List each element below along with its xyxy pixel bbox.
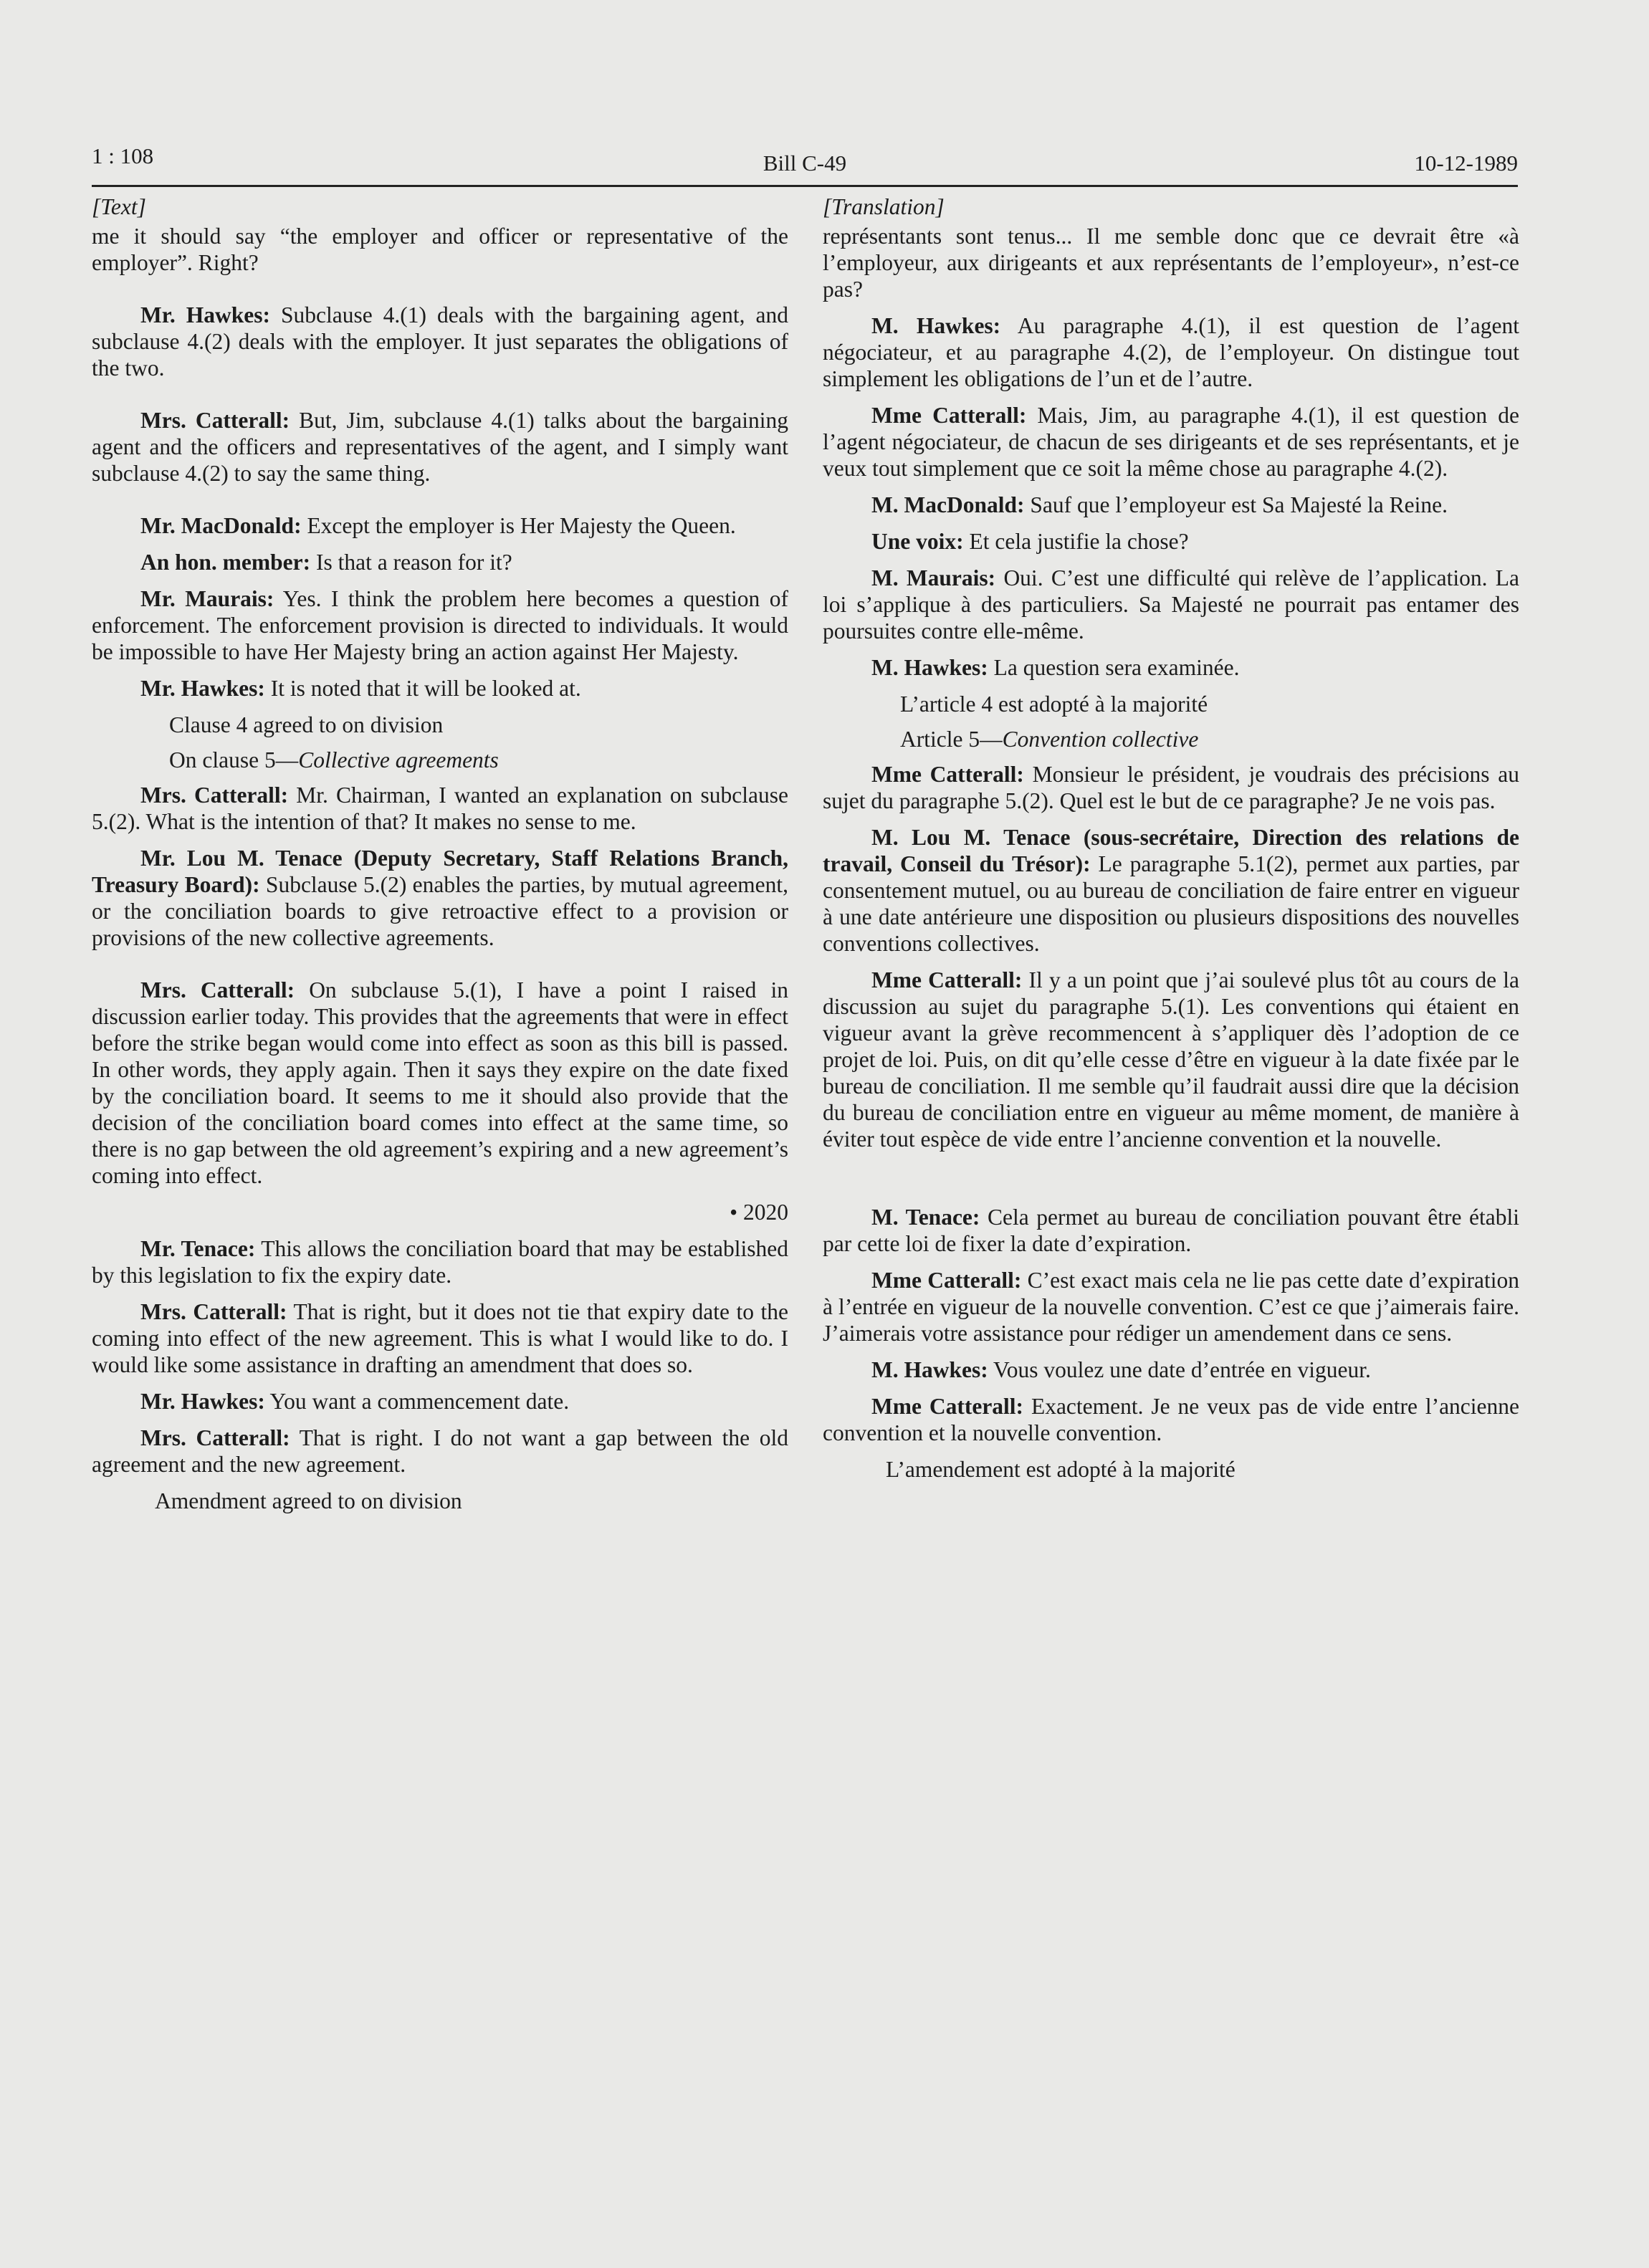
clause-agreed: Clause 4 agreed to on division — [169, 712, 444, 737]
speech — [823, 654, 1519, 681]
speaker: Mme Catterall: — [871, 762, 1024, 787]
speech-text: Oui. C’est une difficulté qui relève de l’application. La loi s’applique à des particuliers. Sa Majesté ne pourrait pas entamer des poursuites contre elle-même. — [823, 565, 1519, 643]
speaker: Mme Catterall: — [871, 403, 1027, 428]
speech — [92, 1235, 788, 1288]
speaker: Une voix: — [871, 529, 964, 554]
speech-text: It is noted that it will be looked at. — [264, 676, 581, 701]
speaker: M. Tenace: — [871, 1205, 980, 1230]
speech — [823, 967, 1519, 1152]
speech-text: Le paragraphe 5.1(2), permet aux parties, par consentement mutuel, ou au bureau de conciliation de faire entrer en vigueur à une date antérieure une disposition ou plusieurs dispositions des nouvelles conventions collectives. — [823, 851, 1519, 956]
speaker: Mme Catterall: — [871, 1268, 1022, 1293]
speech-text: Il y a un point que j’ai soulevé plus tôt au cours de la discussion au sujet du paragraphe 5.(1). Les conventions qui étaient en vigueur avant la grève recommencent à s’appliquer dès l’adoption de ce projet de loi. Puis, on dit qu’elle cesse d’être en vigueur à la date fixée par le bureau de conciliation. Il me semble qu’il faudrait aussi dire que la décision du bureau de conciliation entre en vigueur au même moment, de manière à éviter tout espèce de vide entre l’ancienne convention et la nouvelle. — [823, 967, 1520, 1152]
speech-text: La question sera examinée. — [988, 655, 1240, 680]
speech-text: You want a commencement date. — [264, 1389, 570, 1414]
page-number: 1 : 108 — [92, 143, 154, 168]
speaker: Mr. Lou M. Tenace (Deputy Secretary, Staff Relations Branch, Treasury Board): — [92, 846, 788, 897]
speaker: Mrs. Catterall: — [140, 1299, 287, 1324]
speaker: Mme Catterall: — [871, 1394, 1024, 1419]
on-clause-title: Convention collective — [1002, 727, 1199, 752]
speech-text: Subclause 5.(2) enables the parties, by mutual agreement, or the conciliation boards to give retroactive effect to a provision or provisions of the new collective agreements. — [92, 872, 788, 950]
translation-tag: [Translation] — [823, 194, 945, 219]
paragraph: représentants sont tenus... Il me semble donc que ce devrait être «à l’employeur, aux dirigeants et aux représentants de l’employeur», n’est-ce pas? — [823, 224, 1519, 302]
speaker: Mr. Maurais: — [140, 586, 274, 611]
speech — [92, 585, 788, 665]
speech — [823, 761, 1519, 814]
french-column — [823, 193, 1519, 1491]
on-clause-prefix: On clause 5— — [169, 747, 299, 772]
amendment-agreed: Amendment agreed to on division — [155, 1488, 462, 1513]
page-header — [92, 140, 1518, 183]
speaker: Mr. Hawkes: — [140, 676, 265, 701]
header-rule — [92, 185, 1518, 187]
speech-text: That is right. I do not want a gap between the old agreement and the new agreement. — [92, 1425, 788, 1477]
speech-text: C’est exact mais cela ne lie pas cette date d’expiration à l’entrée en vigueur de la nouvelle convention. C’est ce que j’aimerais faire. J’aimerais votre assistance pour rédiger un amendement dans ce sens. — [823, 1268, 1519, 1346]
speech — [92, 1388, 788, 1415]
clause-agreed: L’article 4 est adopté à la majorité — [900, 692, 1208, 717]
on-clause-heading — [823, 726, 1519, 752]
speech — [823, 1204, 1519, 1257]
speech — [823, 402, 1519, 482]
speech — [92, 302, 788, 381]
speech-text: That is right, but it does not tie that expiry date to the coming into effect of the new agreement. This is what I would like to do. I would like some assistance in drafting an amendment that does so. — [92, 1299, 789, 1377]
speaker: Mr. Hawkes: — [140, 302, 270, 327]
speech-text: Cela permet au bureau de conciliation pouvant être établi par cette loi de fixer la date d’expiration. — [823, 1205, 1520, 1256]
speaker: M. Maurais: — [871, 565, 996, 590]
speech — [823, 492, 1519, 518]
speech-text: Au paragraphe 4.(1), il est question de l’agent négociateur, et au paragraphe 4.(2), de l’employeur. On distingue tout simplement les obligations de l’un et de l’autre. — [823, 313, 1519, 391]
speech-text: Exactement. Je ne veux pas de vide entre l’ancienne convention et la nouvelle convention. — [823, 1394, 1519, 1445]
speaker: Mr. Tenace: — [140, 1236, 256, 1261]
speaker: An hon. member: — [140, 550, 311, 575]
speech-text: Sauf que l’employeur est Sa Majesté la Reine. — [1024, 492, 1448, 517]
bill-title: Bill C-49 — [763, 150, 847, 176]
speaker: Mrs. Catterall: — [140, 1425, 290, 1450]
speech — [823, 1267, 1519, 1346]
speaker: M. Hawkes: — [871, 313, 1001, 338]
speech — [92, 782, 788, 835]
speaker: Mrs. Catterall: — [140, 977, 295, 1003]
speech — [92, 1298, 788, 1378]
speech-text: Monsieur le président, je voudrais des précisions au sujet du paragraphe 5.(2). Quel est le but de ce paragraphe? Je ne vois pas. — [823, 762, 1519, 813]
english-column — [92, 193, 788, 1523]
on-clause-heading — [92, 747, 788, 773]
speech-text: Except the employer is Her Majesty the Queen. — [301, 513, 736, 538]
speech — [92, 407, 788, 487]
speech-text: Yes. I think the problem here becomes a question of enforcement. The enforcement provision is directed to individuals. It would be impossible to have Her Majesty bring an action against Her Majesty. — [92, 586, 788, 664]
speech — [92, 512, 788, 539]
speech-text: Mr. Chairman, I wanted an explanation on subclause 5.(2). What is the intention of that? It makes no sense to me. — [92, 783, 788, 834]
speech-text: Vous voulez une date d’entrée en vigueur. — [988, 1357, 1371, 1382]
speech-text: Is that a reason for it? — [310, 550, 512, 575]
speaker: Mrs. Catterall: — [140, 408, 290, 433]
speech — [92, 977, 788, 1189]
speech — [92, 845, 788, 951]
speech — [92, 675, 788, 702]
speaker: M. Hawkes: — [871, 1357, 988, 1382]
speech — [823, 1393, 1519, 1446]
speech — [823, 312, 1519, 392]
on-clause-title: Collective agreements — [298, 747, 499, 772]
speech — [823, 565, 1519, 644]
speech-text: But, Jim, subclause 4.(1) talks about the bargaining agent and the officers and representatives of the agent, and I simply want subclause 4.(2) to say the same thing. — [92, 408, 788, 486]
speaker: M. Hawkes: — [871, 655, 988, 680]
speaker: Mr. MacDonald: — [140, 513, 302, 538]
amendment-agreed: L’amendement est adopté à la majorité — [886, 1457, 1235, 1482]
speaker: Mr. Hawkes: — [140, 1389, 265, 1414]
speaker: M. Lou M. Tenace (sous-secrétaire, Direction des relations de travail, Conseil du Trésor): — [823, 825, 1519, 876]
speaker: M. MacDonald: — [871, 492, 1025, 517]
sitting-date: 10-12-1989 — [1414, 150, 1518, 176]
speech-text: This allows the conciliation board that may be established by this legislation to fix the expiry date. — [92, 1236, 789, 1288]
speech — [823, 824, 1519, 957]
speech-text: Subclause 4.(1) deals with the bargaining agent, and subclause 4.(2) deals with the employer. It just separates the obligations of the two. — [92, 302, 788, 381]
paragraph: me it should say “the employer and officer or representative of the employer”. Right? — [92, 224, 788, 275]
speech-text: Mais, Jim, au paragraphe 4.(1), il est question de l’agent négociateur, de chacun de ses dirigeants et de ses représentants, et je veux tout simplement que ce soit la même chose au paragraphe 4.(2). — [823, 403, 1519, 481]
speech-text: Et cela justifie la chose? — [963, 529, 1189, 554]
speech — [823, 528, 1519, 555]
text-tag: [Text] — [92, 194, 146, 219]
speaker: Mrs. Catterall: — [140, 783, 289, 808]
speech — [823, 1357, 1519, 1383]
speech-text: On subclause 5.(1), I have a point I raised in discussion earlier today. This provides that the agreements that were in effect before the strike began would come into effect as soon as this bill is passed. In other words, they apply again. Then it says they expire on the date fixed by the conciliation board. It seems to me it should also provide that the decision of the conciliation board comes into effect at the same time, so there is no gap between the old agreement’s expiring and a new agreement’s coming into effect. — [92, 977, 788, 1188]
speech — [92, 549, 788, 575]
on-clause-prefix: Article 5— — [900, 727, 1003, 752]
speech — [92, 1425, 788, 1478]
time-marker: • 2020 — [730, 1200, 788, 1225]
speaker: Mme Catterall: — [871, 967, 1023, 992]
